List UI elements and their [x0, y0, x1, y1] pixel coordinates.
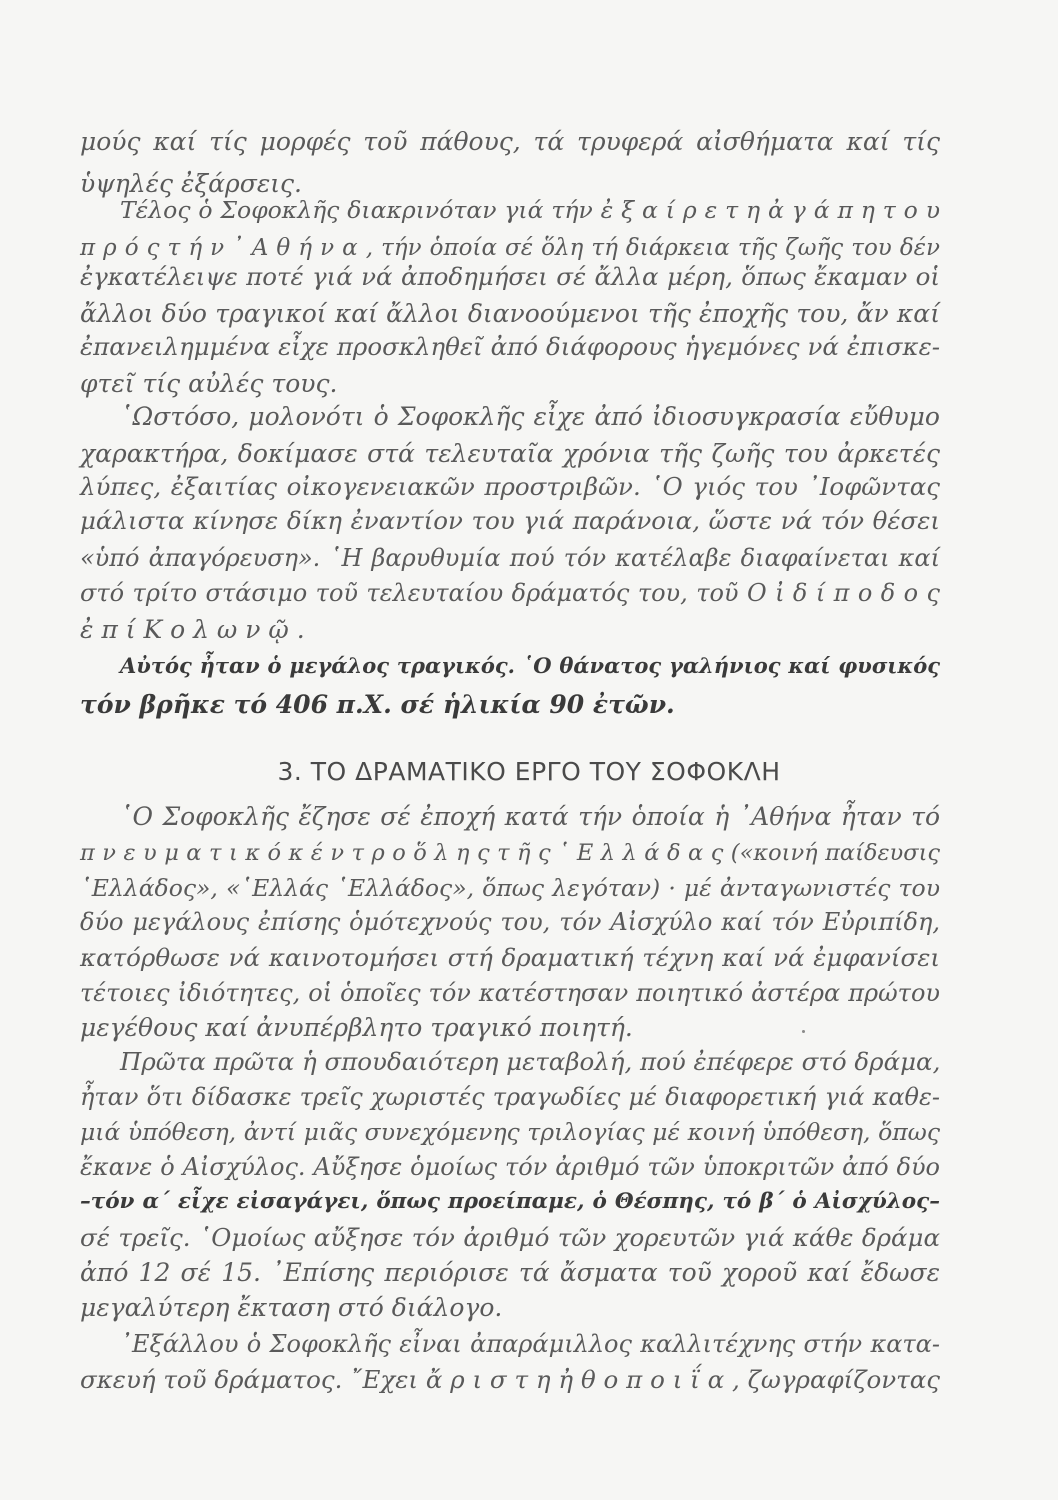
text-line: ἔκανε ὁ Αἰσχύλος. Αὔξησε ὁμοίως τόν ἀριθμό τῶν ὑποκριτῶν ἀπό δύο [80, 1153, 940, 1181]
text-line: ῾Ο Σοφοκλῆς ἔζησε σέ ἐποχή κατά τήν ὁποία ἡ ᾿Αθήνα ἦταν τό [120, 802, 940, 831]
text-line: σέ τρεῖς. ῾Ομοίως αὔξησε τόν ἀριθμό τῶν χορευτῶν γιά κάθε δράμα [80, 1223, 940, 1252]
text-line: ἐ π ί Κ ο λ ω ν ῷ . [80, 615, 305, 644]
text-line: μάλιστα κίνησε δίκη ἐναντίον του γιά παράνοια, ὥστε νά τόν θέσει [80, 506, 940, 535]
section-heading: 3. ΤΟ ΔΡΑΜΑΤΙΚΟ ΕΡΓΟ ΤΟΥ ΣΟΦΟΚΛΗ [277, 757, 781, 786]
text-line: π ν ε υ μ α τ ι κ ό κ έ ν τ ρ ο ὅ λ η ς τ ῆ ς ῾ Ε λ λ ά δ α ς («κοινή παίδευσις [80, 840, 940, 866]
text-line: φτεῖ τίς αὐλές τους. [80, 369, 338, 398]
text-line: ῾Ελλάδος», «῾Ελλάς ῾Ελλάδος», ὅπως λεγόταν) · μέ ἀνταγωνιστές του [80, 874, 940, 902]
text-line: μιά ὑπόθεση, ἀντί μιᾶς συνεχόμενης τριλογίας μέ κοινή ὑπόθεση, ὅπως [80, 1118, 940, 1146]
text-line: τόν βρῆκε τό 406 π.Χ. σέ ἡλικία 90 ἐτῶν. [80, 690, 675, 719]
text-line: τέτοιες ἰδιότητες, οἱ ὁποῖες τόν κατέστησαν ποιητικό ἀστέρα πρώτου [80, 979, 940, 1007]
text-line: ἄλλοι δύο τραγικοί καί ἄλλοι διανοούμενοι τῆς ἐποχῆς του, ἄν καί [80, 299, 940, 328]
text-line: λύπες, ἐξαιτίας οἰκογενειακῶν προστριβῶν. ῾Ο γιός του ᾿Ιοφῶντας [80, 472, 940, 501]
text-line: μεγέθους καί ἀνυπέρβλητο τραγικό ποιητή. [80, 1013, 633, 1042]
text-line: ἦταν ὅτι δίδασκε τρεῖς χωριστές τραγωδίες μέ διαφορετική γιά καθε- [80, 1083, 940, 1111]
print-speck [802, 1030, 805, 1033]
text-line: μούς καί τίς μορφές τοῦ πάθους, τά τρυφερά αἰσθήματα καί τίς [80, 127, 940, 156]
text-line: ἀπό 12 σέ 15. ᾿Επίσης περιόρισε τά ἄσματα τοῦ χοροῦ καί ἔδωσε [80, 1258, 940, 1287]
text-line: σκευή τοῦ δράματος. ῎Εχει ἄ ρ ι σ τ η ἠ θ ο π ο ι ΐ α , ζωγραφίζοντας [80, 1365, 940, 1394]
text-line: δύο μεγάλους ἐπίσης ὁμότεχνούς του, τόν Αἰσχύλο καί τόν Εὐριπίδη, [80, 908, 940, 936]
text-line: –τόν α΄ εἶχε εἰσαγάγει, ὅπως προείπαμε, ὁ Θέσπης, τό β΄ ὁ Αἰσχύλος– [80, 1189, 940, 1214]
text-line: κατόρθωσε νά καινοτομήσει στή δραματική τέχνη καί νά ἐμφανίσει [80, 943, 940, 972]
text-line: «ὑπό ἀπαγόρευση». ῾Η βαρυθυμία πού τόν κατέλαβε διαφαίνεται καί [80, 544, 940, 572]
text-line: ὑψηλές ἐξάρσεις. [80, 169, 302, 198]
text-line: π ρ ό ς τ ή ν ᾿ Α θ ή ν α , τήν ὁποία σέ ὅλη τή διάρκεια τῆς ζωῆς του δέν [80, 235, 940, 261]
text-line: ἐγκατέλειψε ποτέ γιά νά ἀποδημήσει σέ ἄλλα μέρη, ὅπως ἔκαμαν οἱ [80, 262, 940, 291]
text-line: Τέλος ὁ Σοφοκλῆς διακρινόταν γιά τήν ἐ ξ α ί ρ ε τ η ἀ γ ά π η τ ο υ [120, 196, 940, 224]
text-line: Αὐτός ἦταν ὁ μεγάλος τραγικός. ῾Ο θάνατος γαλήνιος καί φυσικός [120, 653, 940, 678]
text-line: Πρῶτα πρῶτα ἡ σπουδαιότερη μεταβολή, πού ἐπέφερε στό δράμα, [120, 1047, 941, 1076]
text-line: μεγαλύτερη ἔκταση στό διάλογο. [80, 1293, 503, 1322]
text-line: ῾Ωστόσο, μολονότι ὁ Σοφοκλῆς εἶχε ἀπό ἰδιοσυγκρασία εὔθυμο [120, 402, 940, 431]
text-line: χαρακτήρα, δοκίμασε στά τελευταῖα χρόνια τῆς ζωῆς του ἀρκετές [80, 439, 940, 468]
text-line: ᾿Εξάλλου ὁ Σοφοκλῆς εἶναι ἀπαράμιλλος καλλιτέχνης στήν κατα- [120, 1330, 940, 1358]
text-line: στό τρίτο στάσιμο τοῦ τελευταίου δράματός του, τοῦ Ο ἰ δ ί π ο δ ο ς [80, 579, 940, 607]
text-line: ἐπανειλημμένα εἶχε προσκληθεῖ ἀπό διάφορους ἡγεμόνες νά ἐπισκε- [80, 332, 940, 361]
